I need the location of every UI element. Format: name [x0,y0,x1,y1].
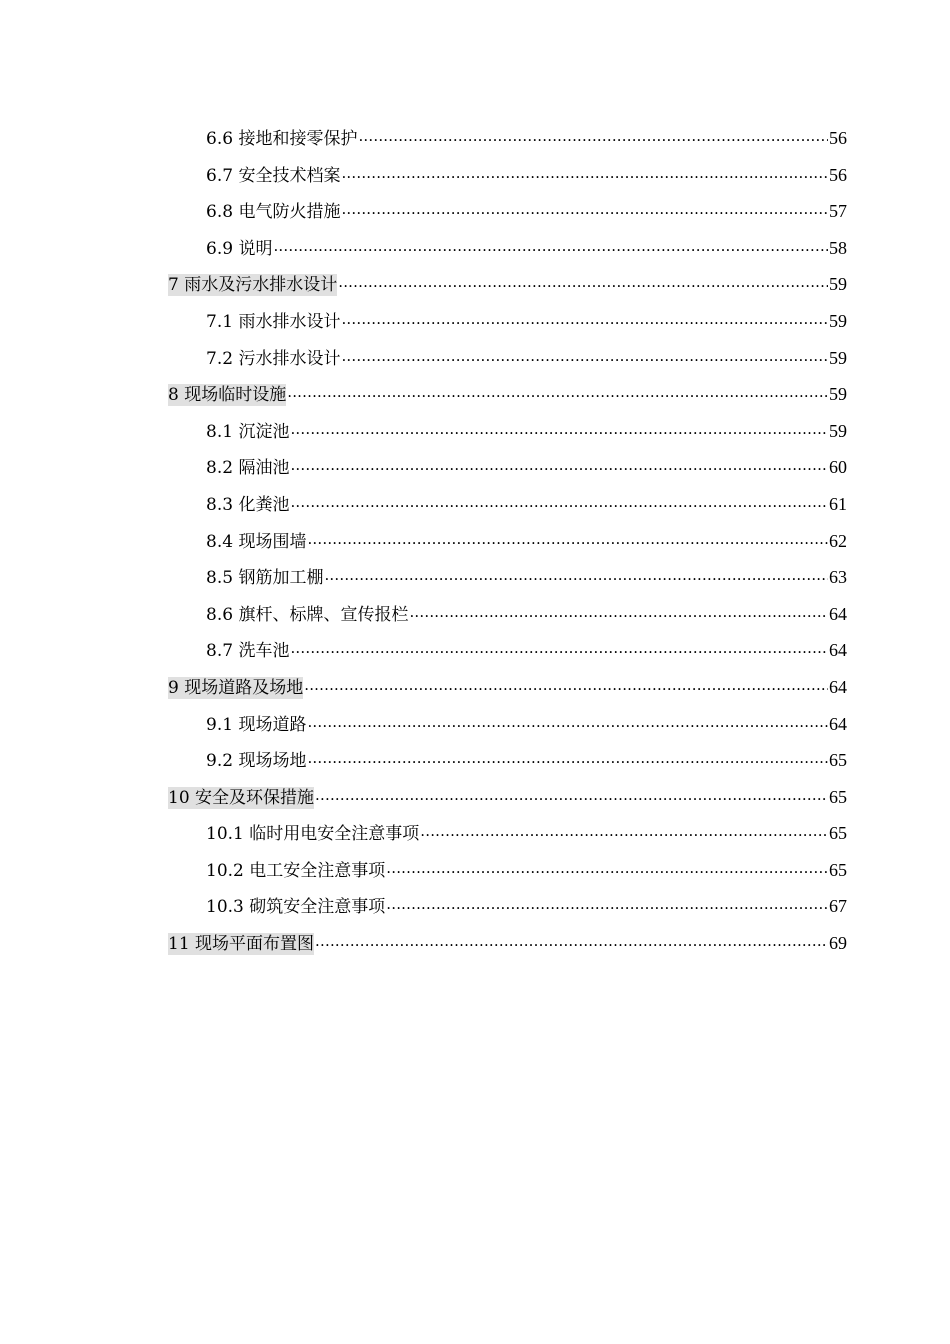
toc-dot-leader [315,785,828,803]
toc-entry-title: 6.7 安全技术档案 [206,165,341,186]
toc-dot-leader [324,565,828,583]
toc-page-number: 56 [829,128,847,148]
toc-page-number: 59 [829,384,847,405]
toc-entry-title: 6.6 接地和接零保护 [206,129,358,149]
toc-entry-title: 9 现场道路及场地 [168,677,304,698]
toc-page-number: 65 [829,859,847,880]
toc-page-number: 65 [829,750,847,771]
table-of-contents [168,120,847,962]
toc-dot-leader [341,346,828,364]
toc-dot-leader [341,309,828,327]
toc-page-number: 59 [829,347,847,368]
toc-entry-8-4[interactable] [168,523,847,560]
toc-entry-7[interactable] [168,266,847,303]
toc-dot-leader [307,529,828,547]
toc-entry-title: 8.4 现场围墙 [206,531,307,552]
toc-entry-9-1[interactable] [168,706,847,743]
toc-entry-title: 8.1 沉淀池 [206,421,290,442]
toc-entry-title: 7 雨水及污水排水设计 [168,275,338,296]
toc-page-number: 64 [829,676,847,697]
toc-page-number: 58 [829,237,847,258]
toc-dot-leader [290,419,828,437]
toc-dot-leader [358,126,828,144]
toc-entry-8-6[interactable] [168,596,847,633]
toc-dot-leader [307,748,828,766]
toc-entry-title: 8.7 洗车池 [206,641,290,662]
toc-dot-leader [273,236,828,254]
toc-entry-title: 10.2 电工安全注意事项 [206,860,386,881]
toc-entry-title: 9.1 现场道路 [206,714,307,735]
toc-entry-title: 8 现场临时设施 [168,385,287,406]
toc-page-number: 62 [829,530,847,551]
toc-entry-9-2[interactable] [168,742,847,779]
toc-page-number: 69 [829,933,847,954]
toc-entry-title: 7.1 雨水排水设计 [206,311,341,332]
toc-entry-8-2[interactable] [168,449,847,486]
toc-dot-leader [307,712,828,730]
toc-dot-leader [341,199,828,217]
toc-entry-7-1[interactable] [168,303,847,340]
toc-entry-10-3[interactable] [168,888,847,925]
toc-entry-8-1[interactable] [168,413,847,450]
toc-entry-title: 8.5 钢筋加工棚 [206,568,324,589]
toc-page-number: 64 [829,640,847,661]
toc-entry-title: 6.8 电气防火措施 [206,202,341,223]
toc-entry-8-5[interactable] [168,559,847,596]
toc-dot-leader [315,931,828,949]
toc-page-number: 60 [829,457,847,478]
toc-entry-title: 11 现场平面布置图 [168,934,315,955]
toc-page-number: 64 [829,713,847,734]
toc-page-number: 65 [829,823,847,844]
toc-entry-title: 7.2 污水排水设计 [206,348,341,369]
toc-entry-title: 10.1 临时用电安全注意事项 [206,824,420,845]
toc-dot-leader [338,272,828,290]
toc-entry-8-7[interactable] [168,632,847,669]
toc-dot-leader [290,492,828,510]
toc-entry-title: 8.2 隔油池 [206,458,290,479]
toc-page-number: 63 [829,567,847,588]
toc-entry-10-2[interactable] [168,852,847,889]
toc-dot-leader [420,821,828,839]
toc-page-number: 65 [829,786,847,807]
toc-page-number: 59 [829,274,847,295]
toc-entry-title: 10 安全及环保措施 [168,787,315,808]
toc-entry-8[interactable] [168,376,847,413]
toc-entry-6-6[interactable] [168,120,847,157]
toc-page-number: 64 [829,603,847,624]
toc-dot-leader [341,163,828,181]
toc-entry-6-9[interactable] [168,230,847,267]
toc-page-number: 59 [829,420,847,441]
toc-page-number: 56 [829,164,847,185]
toc-entry-title: 8.6 旗杆、标牌、宣传报栏 [206,604,409,625]
toc-entry-6-7[interactable] [168,157,847,194]
toc-entry-title: 6.9 说明 [206,238,273,259]
toc-dot-leader [386,894,828,912]
toc-entry-7-2[interactable] [168,340,847,377]
toc-entry-9[interactable] [168,669,847,706]
toc-page-number: 57 [829,201,847,222]
toc-page-number: 59 [829,310,847,331]
toc-entry-10-1[interactable] [168,815,847,852]
toc-entry-8-3[interactable] [168,486,847,523]
toc-page-number: 67 [829,896,847,917]
toc-entry-title: 8.3 化粪池 [206,494,290,515]
toc-entry-title: 10.3 砌筑安全注意事项 [206,897,386,918]
toc-entry-11[interactable] [168,925,847,962]
toc-dot-leader [287,382,828,400]
toc-page-number: 61 [829,493,847,514]
toc-dot-leader [304,675,828,693]
toc-entry-title: 9.2 现场场地 [206,751,307,772]
toc-dot-leader [290,638,828,656]
toc-dot-leader [290,455,828,473]
toc-entry-10[interactable] [168,779,847,816]
toc-entry-6-8[interactable] [168,193,847,230]
toc-dot-leader [409,602,828,620]
toc-dot-leader [386,858,828,876]
